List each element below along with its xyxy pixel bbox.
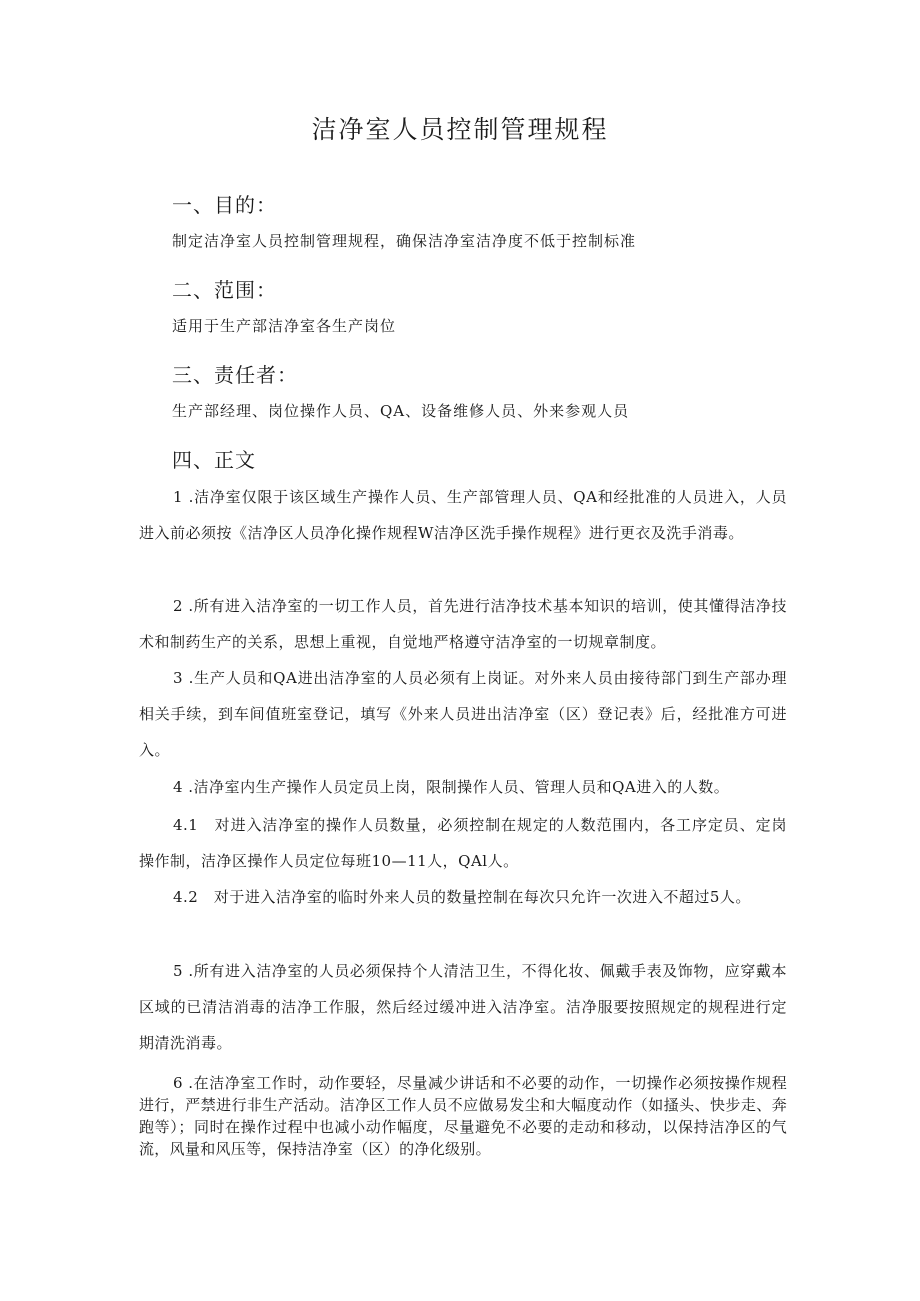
body-paragraph-6: 6 .在洁净室工作时，动作要轻，尽量减少讲话和不必要的动作，一切操作必须按操作规程进行，严禁进行非生产活动。洁净区工作人员不应做易发尘和大幅度动作（如搔头、快步走、奔跑等）；同时在操作过程中也减小动作幅度，尽量避免不必要的走动和移动，以保持洁净区的气流，风量和风压等，保持洁净室（区）的净化级别。	[139, 1074, 787, 1158]
section-heading-purpose: 一、目的：	[172, 193, 277, 217]
body-paragraph-1: 1 .洁净室仅限于该区域生产操作人员、生产部管理人员、QA和经批准的人员进入，人员进入前必须按《洁净区人员净化操作规程W洁净区洗手操作规程》进行更衣及洗手消毒。	[139, 488, 787, 542]
section-text-purpose: 制定洁净室人员控制管理规程，确保洁净室洁净度不低于控制标准	[172, 232, 637, 250]
section-text-scope: 适用于生产部洁净室各生产岗位	[172, 317, 397, 335]
section-heading-responsible: 三、责任者：	[172, 363, 298, 387]
body-paragraph-4-2: 4.2 对于进入洁净室的临时外来人员的数量控制在每次只允许一次进入不超过5人。	[173, 888, 751, 906]
page-title: 洁净室人员控制管理规程	[311, 115, 609, 144]
body-paragraph-4: 4 .洁净室内生产操作人员定员上岗，限制操作人员、管理人员和QA进入的人数。	[173, 778, 730, 796]
body-paragraph-4-1: 4.1 对进入洁净室的操作人员数量，必须控制在规定的人数范围内，各工序定员、定岗操作制，洁净区操作人员定位每班10—11人，QAl人。	[139, 816, 787, 870]
section-text-responsible: 生产部经理、岗位操作人员、QA、设备维修人员、外来参观人员	[172, 402, 630, 420]
section-heading-scope: 二、范围：	[172, 278, 277, 302]
section-heading-body: 四、正文	[172, 448, 256, 472]
body-paragraph-3: 3 .生产人员和QA进出洁净室的人员必须有上岗证。对外来人员由接待部门到生产部办理相关手续，到车间值班室登记，填写《外来人员进出洁净室（区）登记表》后，经批准方可进入。	[139, 669, 787, 759]
body-paragraph-5: 5 .所有进入洁净室的人员必须保持个人清洁卫生，不得化妆、佩戴手表及饰物，应穿戴本区域的已清洁消毒的洁净工作服，然后经过缓冲进入洁净室。洁净服要按照规定的规程进行定期清洗消毒。	[139, 962, 787, 1052]
body-paragraph-2: 2 .所有进入洁净室的一切工作人员，首先进行洁净技术基本知识的培训，使其懂得洁净技术和制药生产的关系，思想上重视，自觉地严格遵守洁净室的一切规章制度。	[139, 597, 787, 651]
